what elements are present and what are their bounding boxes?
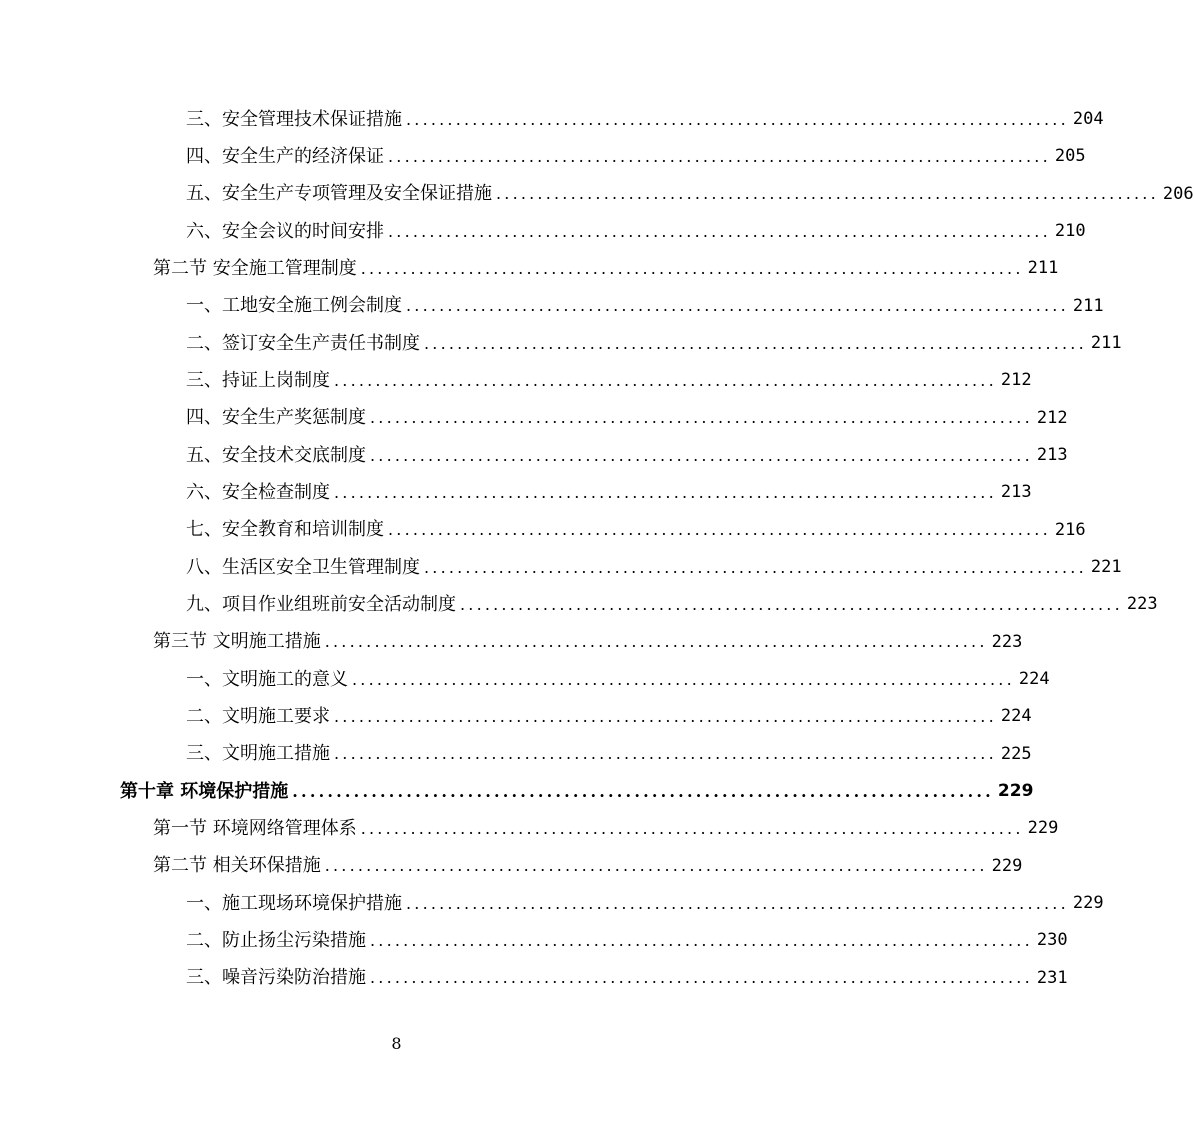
toc-section-entry[interactable] [0, 810, 1059, 847]
toc-dot-leader: ................................................................................ [388, 146, 1051, 166]
toc-entry-title: 第三节 文明施工措施 [153, 631, 321, 653]
toc-item-entry[interactable] [0, 549, 1122, 586]
toc-item-entry[interactable] [0, 101, 1104, 138]
toc-entry-title: 三、安全管理技术保证措施 [186, 108, 402, 130]
toc-dot-leader: ................................................................................ [334, 482, 997, 502]
toc-entry-page: 210 [1054, 221, 1086, 242]
toc-entry-title: 第二节 相关环保措施 [153, 855, 321, 877]
toc-dot-leader: ................................................................................ [360, 818, 1024, 838]
toc-entry-page: 212 [1036, 407, 1068, 428]
toc-dot-leader: ................................................................................ [370, 968, 1033, 988]
toc-entry-page: 205 [1054, 146, 1086, 167]
toc-section-entry[interactable] [0, 250, 1059, 287]
toc-entry-title: 一、工地安全施工例会制度 [186, 295, 402, 317]
toc-chapter-entry[interactable] [0, 773, 1034, 810]
toc-dot-leader: ................................................................................ [424, 333, 1087, 353]
toc-entry-title: 九、项目作业组班前安全活动制度 [186, 593, 456, 615]
toc-item-entry[interactable] [0, 437, 1068, 474]
toc-dot-leader: ................................................................................ [324, 856, 988, 876]
toc-dot-leader: ................................................................................ [334, 706, 997, 726]
toc-item-entry[interactable] [0, 698, 1032, 735]
toc-item-entry[interactable] [0, 586, 1158, 623]
toc-entry-title: 四、安全生产奖惩制度 [186, 407, 366, 429]
toc-entry-page: 225 [1000, 743, 1032, 764]
toc-entry-page: 231 [1036, 967, 1068, 988]
toc-entry-title: 八、生活区安全卫生管理制度 [186, 556, 420, 578]
toc-dot-leader: ................................................................................ [334, 370, 997, 390]
toc-entry-title: 六、安全检查制度 [186, 481, 330, 503]
toc-entry-page: 223 [991, 631, 1023, 652]
toc-entry-page: 213 [1000, 482, 1032, 503]
toc-dot-leader: ................................................................................ [388, 221, 1051, 241]
toc-entry-page: 211 [1027, 258, 1059, 279]
toc-entry-page: 216 [1054, 519, 1086, 540]
page-number: 8 [391, 1034, 402, 1053]
toc-entry-page: 212 [1000, 370, 1032, 391]
toc-entry-title: 一、施工现场环境保护措施 [186, 892, 402, 914]
toc-item-entry[interactable] [0, 661, 1050, 698]
table-of-contents [0, 101, 1194, 997]
toc-dot-leader: ................................................................................ [460, 594, 1123, 614]
toc-entry-page: 229 [997, 781, 1034, 802]
toc-dot-leader: ................................................................................ [360, 258, 1024, 278]
toc-item-entry[interactable] [0, 512, 1086, 549]
toc-item-entry[interactable] [0, 736, 1032, 773]
toc-entry-page: 230 [1036, 930, 1068, 951]
toc-entry-page: 223 [1126, 594, 1158, 615]
toc-dot-leader: ................................................................................ [352, 669, 1015, 689]
toc-item-entry[interactable] [0, 400, 1068, 437]
toc-dot-leader: ................................................................................ [370, 445, 1033, 465]
toc-entry-page: 206 [1162, 183, 1194, 204]
toc-entry-title: 五、安全技术交底制度 [186, 444, 366, 466]
toc-dot-leader: ................................................................................ [370, 408, 1033, 428]
toc-dot-leader: ................................................................................ [370, 930, 1033, 950]
toc-item-entry[interactable] [0, 885, 1104, 922]
toc-item-entry[interactable] [0, 960, 1068, 997]
toc-item-entry[interactable] [0, 288, 1104, 325]
toc-item-entry[interactable] [0, 138, 1086, 175]
toc-entry-page: 211 [1090, 333, 1122, 354]
toc-entry-title: 三、文明施工措施 [186, 743, 330, 765]
toc-dot-leader: ................................................................................ [424, 557, 1087, 577]
toc-item-entry[interactable] [0, 474, 1032, 511]
toc-section-entry[interactable] [0, 624, 1023, 661]
toc-entry-title: 第二节 安全施工管理制度 [153, 257, 357, 279]
toc-dot-leader: ................................................................................ [406, 893, 1069, 913]
toc-entry-title: 二、签订安全生产责任书制度 [186, 332, 420, 354]
toc-entry-title: 二、防止扬尘污染措施 [186, 929, 366, 951]
toc-dot-leader: ................................................................................ [324, 632, 988, 652]
toc-entry-page: 224 [1000, 706, 1032, 727]
toc-entry-title: 三、噪音污染防治措施 [186, 967, 366, 989]
toc-section-entry[interactable] [0, 848, 1023, 885]
toc-entry-title: 第一节 环境网络管理体系 [153, 817, 357, 839]
toc-entry-title: 三、持证上岗制度 [186, 369, 330, 391]
toc-entry-title: 四、安全生产的经济保证 [186, 145, 384, 167]
toc-item-entry[interactable] [0, 325, 1122, 362]
toc-entry-page: 229 [991, 855, 1023, 876]
toc-entry-page: 213 [1036, 445, 1068, 466]
toc-entry-title: 六、安全会议的时间安排 [186, 220, 384, 242]
toc-dot-leader: ................................................................................ [496, 184, 1159, 204]
toc-entry-page: 229 [1072, 893, 1104, 914]
toc-entry-title: 七、安全教育和培训制度 [186, 519, 384, 541]
toc-dot-leader: ................................................................................ [292, 781, 994, 801]
toc-item-entry[interactable] [0, 213, 1086, 250]
toc-entry-title: 二、文明施工要求 [186, 705, 330, 727]
toc-dot-leader: ................................................................................ [388, 520, 1051, 540]
toc-entry-title: 第十章 环境保护措施 [120, 780, 289, 802]
toc-dot-leader: ................................................................................ [406, 296, 1069, 316]
toc-entry-page: 204 [1072, 109, 1104, 130]
toc-entry-page: 229 [1027, 818, 1059, 839]
toc-entry-page: 221 [1090, 557, 1122, 578]
toc-dot-leader: ................................................................................ [334, 744, 997, 764]
toc-item-entry[interactable] [0, 362, 1032, 399]
toc-entry-page: 224 [1018, 669, 1050, 690]
toc-entry-title: 五、安全生产专项管理及安全保证措施 [186, 183, 492, 205]
toc-entry-page: 211 [1072, 295, 1104, 316]
toc-entry-title: 一、文明施工的意义 [186, 668, 348, 690]
toc-item-entry[interactable] [0, 176, 1194, 213]
toc-item-entry[interactable] [0, 922, 1068, 959]
toc-dot-leader: ................................................................................ [406, 109, 1069, 129]
